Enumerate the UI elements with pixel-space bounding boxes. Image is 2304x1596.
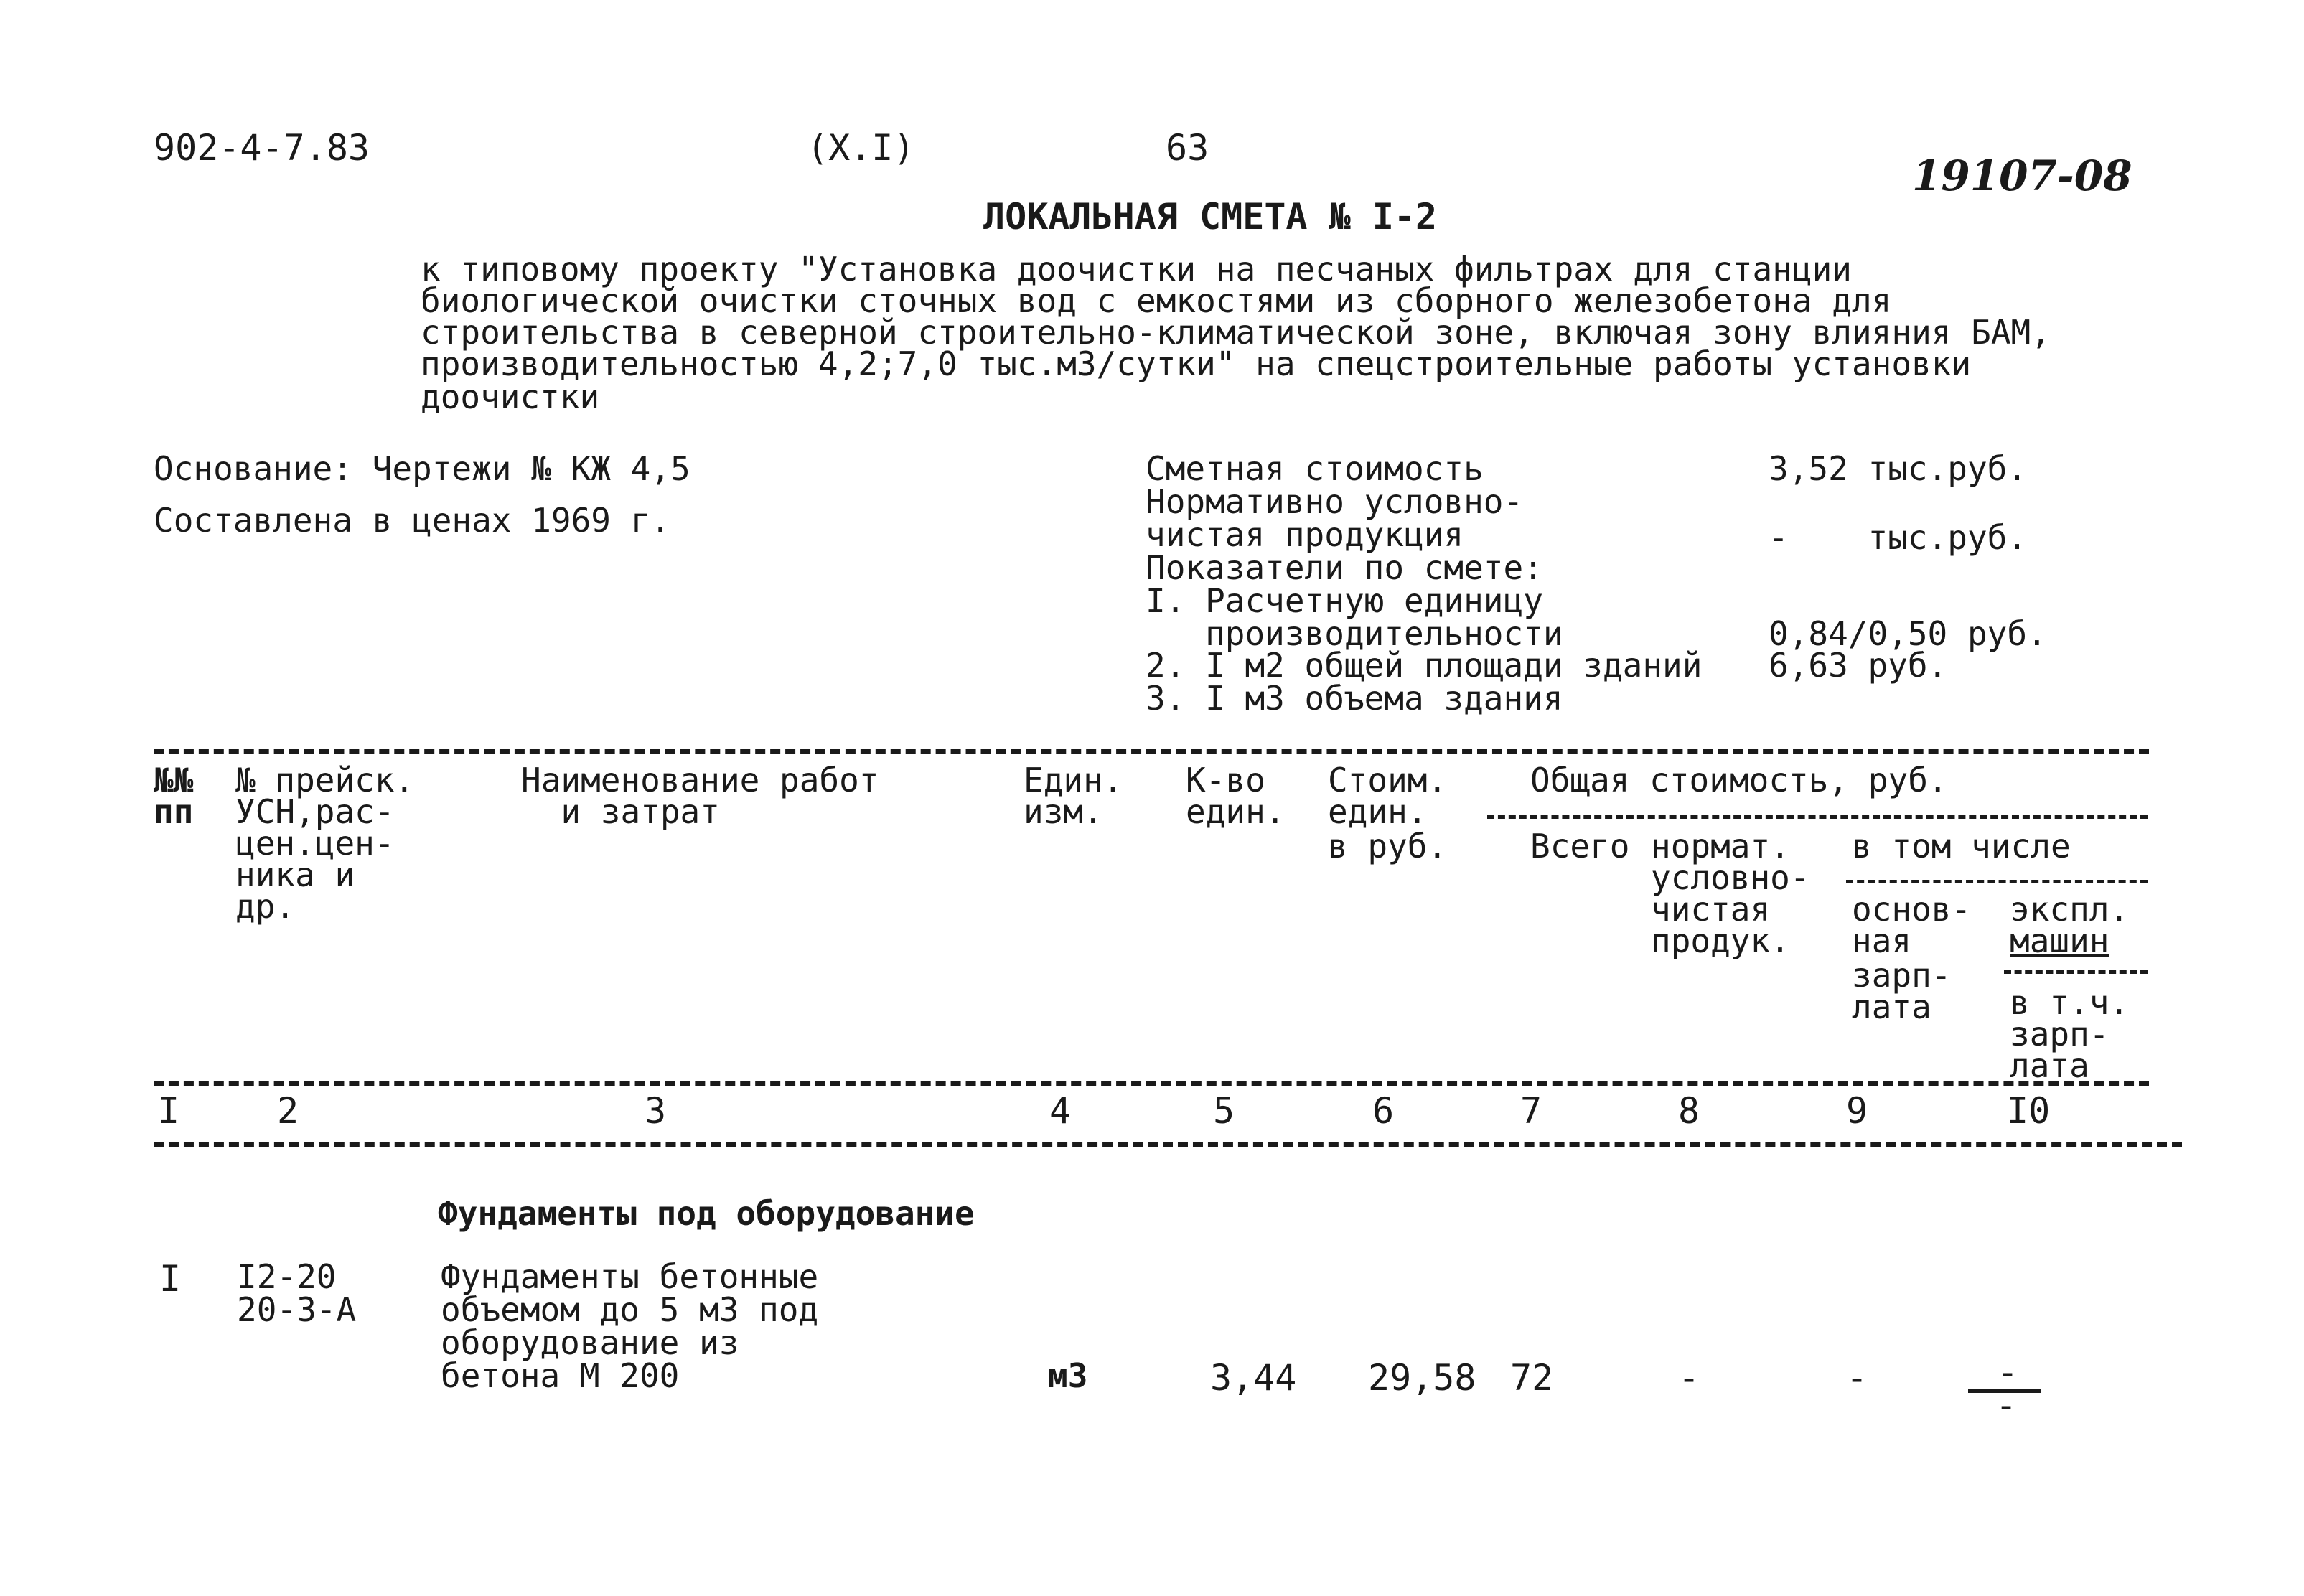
row-total: 72 — [1510, 1357, 1554, 1399]
col-header-total-group: Общая стоимость, руб. — [1530, 761, 1948, 799]
col-header-norm: условно- — [1651, 858, 1810, 897]
row-norm: - — [1678, 1357, 1700, 1399]
row-name: объемом до 5 м3 под — [441, 1290, 819, 1329]
col-header-machines: в т.ч. — [2010, 983, 2130, 1022]
subtitle-line: строительства в северной строительно-климатической зоне, включая зону влияния БАМ, — [421, 313, 2051, 352]
indicator-1-value: 0,84/0,50 руб. — [1769, 614, 2047, 653]
indicator-1: I. Расчетную единицу — [1146, 581, 1543, 620]
column-number: 3 — [645, 1090, 667, 1132]
cost-value: 3,52 тыс.руб. — [1769, 449, 2028, 488]
column-number: 5 — [1213, 1090, 1235, 1132]
column-number: I0 — [2007, 1090, 2051, 1132]
col-header-number: №№ — [154, 761, 194, 799]
col-header-wage: лата — [1852, 987, 1931, 1026]
cost-label: Сметная стоимость — [1146, 449, 1484, 488]
row-wage: - — [1846, 1357, 1868, 1399]
table-rule — [154, 1142, 2182, 1147]
col-header-norm: чистая — [1651, 890, 1771, 929]
section-number: (X.I) — [807, 127, 915, 169]
table-rule — [1846, 880, 2148, 883]
table-rule — [2004, 970, 2148, 974]
norm-label: Нормативно условно- — [1146, 482, 1524, 521]
archive-stamp: 19107-08 — [1912, 151, 2132, 200]
column-number: 2 — [277, 1090, 299, 1132]
indicator-2: 2. I м2 общей площади зданий — [1146, 646, 1703, 685]
table-rule — [154, 1081, 2149, 1086]
row-code: I2-20 — [237, 1257, 337, 1296]
column-number: 9 — [1846, 1090, 1868, 1132]
col-header-code: др. — [235, 887, 296, 926]
col-header-wage: ная — [1852, 921, 1912, 960]
col-header-name: и затрат — [521, 792, 720, 831]
table-rule — [1487, 815, 2148, 819]
page-number: 63 — [1166, 127, 1209, 169]
row-name: оборудование из — [441, 1323, 739, 1362]
col-header-code: № прейск. — [235, 761, 415, 799]
col-header-unit: Един. — [1024, 761, 1123, 799]
row-code: 20-3-А — [237, 1290, 357, 1329]
indicator-1: производительности — [1146, 614, 1563, 653]
col-header-machines: экспл. — [2010, 890, 2130, 929]
subtitle-line: биологической очистки сточных вод с емкостями из сборного железобетона для — [421, 281, 1892, 320]
prices-text: Составлена в ценах 1969 г. — [154, 501, 671, 540]
indicator-2-value: 6,63 руб. — [1769, 646, 1948, 685]
norm-label: чистая продукция — [1146, 515, 1464, 554]
col-header-unit-cost: в руб. — [1328, 827, 1448, 865]
col-header-including: в том числе — [1852, 827, 2071, 865]
col-header-total: Всего — [1530, 827, 1630, 865]
document-code: 902-4-7.83 — [154, 127, 370, 169]
col-header-machines: лата — [2010, 1046, 2089, 1085]
col-header-number: пп — [154, 792, 194, 831]
column-number: 7 — [1520, 1090, 1542, 1132]
row-unit: м3 — [1048, 1356, 1088, 1395]
column-number: 4 — [1049, 1090, 1072, 1132]
column-number: 8 — [1678, 1090, 1700, 1132]
col-header-unit: изм. — [1024, 792, 1103, 831]
col-header-wage: основ- — [1852, 890, 1972, 929]
col-header-qty: К-во — [1186, 761, 1265, 799]
document-title: ЛОКАЛЬНАЯ СМЕТА № I-2 — [983, 196, 1438, 238]
column-number: I — [158, 1090, 180, 1132]
col-header-code: УСН,рас- — [235, 792, 395, 831]
col-header-code: цен.цен- — [235, 824, 395, 863]
row-machines-wage: - — [1995, 1384, 2018, 1426]
subtitle-line: доочистки — [421, 377, 600, 416]
col-header-name: Наименование работ — [521, 761, 879, 799]
col-header-machines: зарп- — [2010, 1015, 2109, 1053]
col-header-qty: един. — [1186, 792, 1286, 831]
indicators-label: Показатели по смете: — [1146, 548, 1543, 587]
col-header-unit-cost: един. — [1328, 792, 1428, 831]
col-header-machines: машин — [2010, 921, 2109, 960]
row-unit-cost: 29,58 — [1368, 1357, 1476, 1399]
col-header-norm: продук. — [1651, 921, 1790, 960]
row-name: бетона М 200 — [441, 1356, 680, 1395]
col-header-wage: зарп- — [1852, 956, 1952, 995]
subtitle-line: производительностью 4,2;7,0 тыс.м3/сутки" на спецстроительные работы установки — [421, 344, 1972, 383]
row-number: I — [159, 1258, 182, 1300]
norm-value: - тыс.руб. — [1769, 518, 2028, 557]
col-header-unit-cost: Стоим. — [1328, 761, 1448, 799]
basis-text: Основание: Чертежи № КЖ 4,5 — [154, 449, 690, 488]
section-title: Фундаменты под оборудование — [438, 1194, 975, 1233]
indicator-3: 3. I м3 объема здания — [1146, 679, 1563, 718]
subtitle-line: к типовому проекту "Установка доочистки на песчаных фильтрах для станции — [421, 250, 1852, 288]
col-header-code: ника и — [235, 855, 355, 894]
row-quantity: 3,44 — [1210, 1357, 1297, 1399]
column-number: 6 — [1372, 1090, 1395, 1132]
row-machines: - — [1997, 1351, 2019, 1393]
table-rule — [154, 749, 2149, 754]
row-name: Фундаменты бетонные — [441, 1257, 819, 1296]
col-header-norm: нормат. — [1651, 827, 1790, 865]
